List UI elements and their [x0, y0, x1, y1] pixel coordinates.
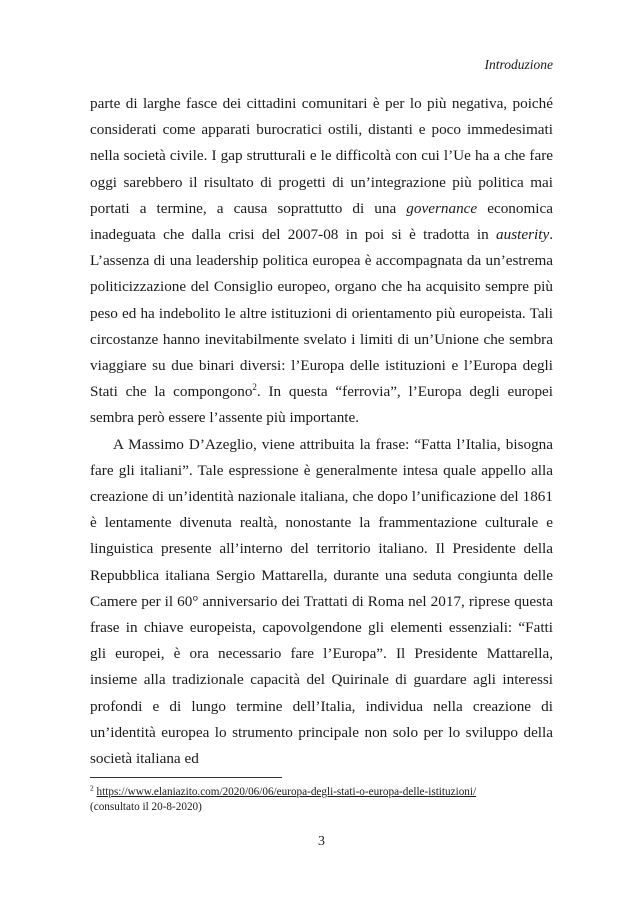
italic-term-austerity: austerity	[496, 226, 550, 244]
paragraph-1-part-3: . L’assenza di una leadership politica europea è accompagnata da un’estrema politicizzazione del Consiglio europeo, organo che ha acquisito sempre più peso ed ha indebolito le altre istituzioni di orientamento più europeista. Tali circostanze hanno inevitabilmente svelato i limiti di un’Unione che sembra viaggiare su due binari diversi: l’Europa delle istituzioni e l’Europa degli Stati che la compongono	[90, 226, 553, 401]
paragraph-1	[90, 91, 553, 432]
italic-term-governance: governance	[406, 199, 478, 217]
paragraph-1-part-2: economica inadeguata che dalla crisi del 2007-08 in poi si è tradotta in	[90, 199, 553, 244]
footnote-number: 2	[90, 783, 94, 793]
footnote-reference[interactable]: 2	[252, 382, 257, 393]
page-number: 3	[318, 834, 325, 849]
footnote-link[interactable]: https://www.elaniazito.com/2020/06/06/europa-degli-stati-o-europa-delle-istituzioni/	[96, 786, 477, 798]
footnote-divider	[90, 777, 282, 778]
paragraph-1-part-1: parte di larghe fasce dei cittadini comunitari è per lo più negativa, poiché considerati come apparati burocratici ostili, distanti e poco immedesimati nella società civile. I gap strutturali e le difficoltà con cui l’Ue ha a che fare oggi sarebbero il risultato di progetti di un’integrazione più politica mai portati a termine, a causa soprattutto di una	[90, 95, 553, 217]
paragraph-1-part-4: . In questa “ferrovia”, l’Europa degli europei sembra però essere l’assente più importante.	[90, 383, 553, 427]
body-text	[90, 91, 553, 772]
running-header: Introduzione	[484, 57, 553, 72]
footnote-note: (consultato il 20-8-2020)	[90, 801, 202, 813]
paragraph-2: A Massimo D’Azeglio, viene attribuita la frase: “Fatta l’Italia, bisogna fare gli italiani”. Tale espressione è generalmente intesa quale appello alla creazione di un’identità nazionale italiana, che dopo l’unificazione del 1861 è lentamente divenuta realtà, nonostante la frammentazione culturale e linguistica presente all’interno del territorio italiano. Il Presidente della Repubblica italiana Sergio Mattarella, durante una seduta congiunta delle Camere per il 60° anniversario dei Trattati di Roma nel 2017, riprese questa frase in chiave europeista, capovolgendone gli elementi essenziali: “Fatti gli europei, è ora necessario fare l’Europa”. Il Presidente Mattarella, insieme alla tradizionale capacità del Quirinale di guardare agli interessi profondi e di lungo termine dell’Italia, individua nella creazione di un’identità europea lo strumento principale non solo per lo sviluppo della società italiana ed	[90, 435, 553, 768]
footnote	[90, 785, 553, 815]
